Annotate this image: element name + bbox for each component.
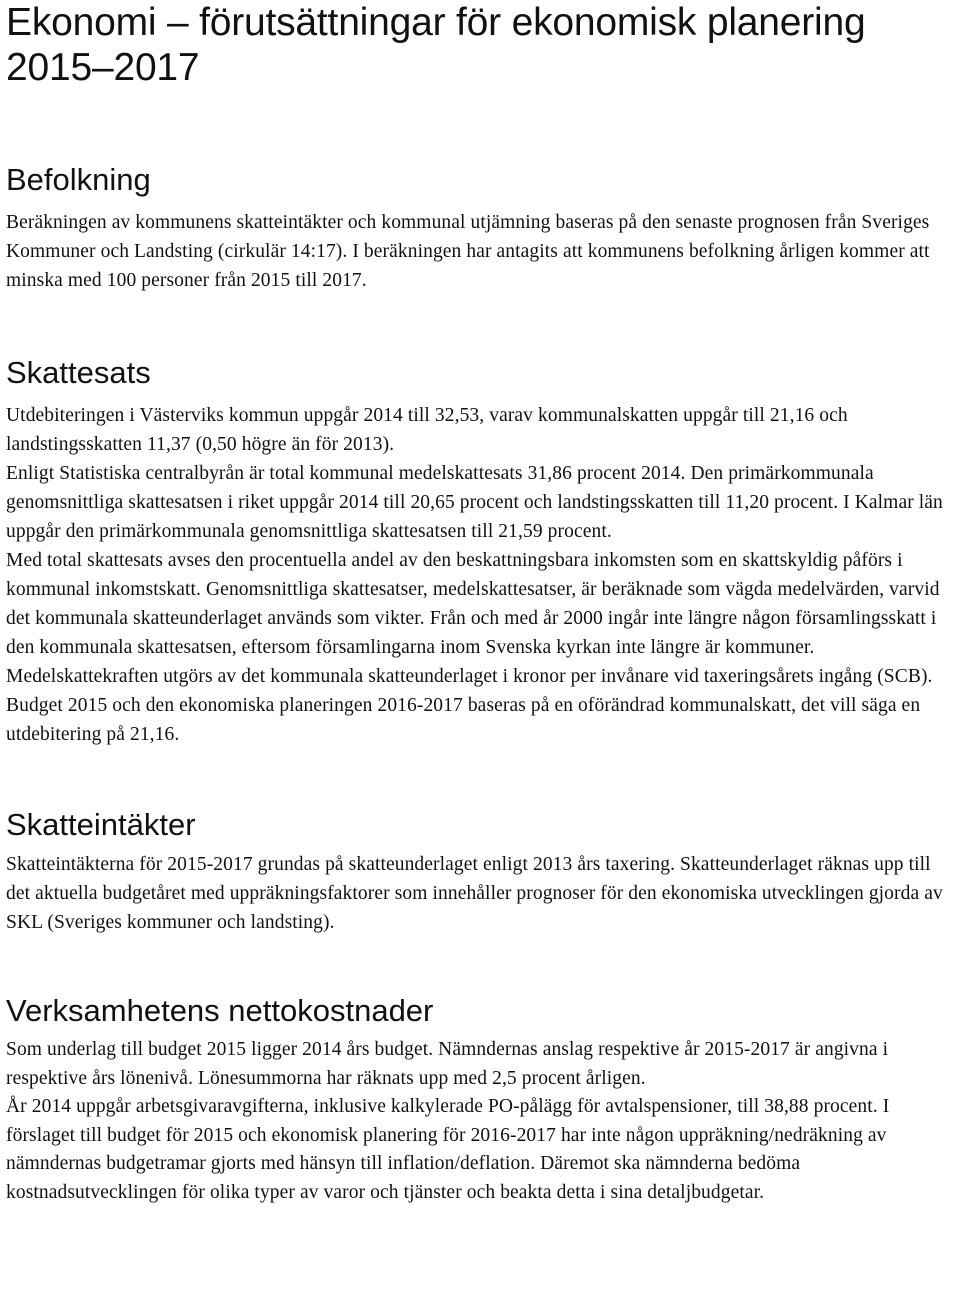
section-heading: Befolkning: [6, 162, 151, 197]
paragraph: Budget 2015 och den ekonomiska planeringen 2016-2017 baseras på en oförändrad kommunalskatt, det vill säga en utdebitering på 21,16.: [6, 695, 921, 745]
paragraph: År 2014 uppgår arbetsgivaravgifterna, inklusive kalkylerade PO-pålägg för avtalspensioner, till 38,88 procent. I förslaget till budget för 2015 och ekonomisk planering för 2016-2017 har inte någon uppräkning/nedräkning av nämndernas budgetramar gjorts med hänsyn till inflation/deflation. Däremot ska nämnderna bedöma kostnadsutvecklingen för olika typer av varor och tjänster och beakta detta i sina detaljbudgetar.: [6, 1096, 890, 1203]
section-heading: Skatteintäkter: [6, 807, 196, 842]
paragraph: Som underlag till budget 2015 ligger 2014 års budget. Nämndernas anslag respektive år 2015-2017 är angivna i respektive års lönenivå. Lönesummorna har räknats upp med 2,5 procent årligen.: [6, 1039, 889, 1089]
paragraph: Beräkningen av kommunens skatteintäkter och kommunal utjämning baseras på den senaste prognosen från Sveriges Kommuner och Landsting (cirkulär 14:17). I beräkningen har antagits att kommunens befolkning årligen kommer att minska med 100 personer från 2015 till 2017.: [6, 212, 930, 291]
section-skatteintakter: [6, 807, 954, 937]
section-heading: Skattesats: [6, 355, 151, 390]
section-skattesats: [6, 355, 954, 749]
paragraph: Med total skattesats avses den procentuella andel av den beskattningsbara inkomsten som en skattskyldig påförs i kommunal inkomstskatt. Genomsnittliga skattesatser, medelskattesatser, är beräknade som vägda medelvärden, varvid det kommunala skatteunderlaget används som vikter. Från och med år 2000 ingår inte längre någon församlingsskatt i den kommunala skattesatsen, eftersom församlingarna inom Svenska kyrkan inte längre är kommuner. Medelskattekraften utgörs av det kommunala skatteunderlaget i kronor per invånare vid taxeringsårets ingång (SCB).: [6, 550, 940, 687]
section-verksamhetens-nettokostnader: [6, 993, 954, 1207]
section-befolkning: [6, 162, 954, 295]
paragraph: Enligt Statistiska centralbyrån är total kommunal medelskattesats 31,86 procent 2014. Den primärkommunala genomsnittliga skattesatsen i riket uppgår 2014 till 20,65 procent och landstingsskatten till 11,20 procent. I Kalmar län uppgår den primärkommunala genomsnittliga skattesatsen till 21,59 procent.: [6, 463, 943, 542]
paragraph: Skatteintäkterna för 2015-2017 grundas på skatteunderlaget enligt 2013 års taxering. Skatteunderlaget räknas upp till det aktuella budgetåret med uppräkningsfaktorer som innehåller prognoser för den ekonomiska utvecklingen gjorda av SKL (Sveriges kommuner och landsting).: [6, 854, 943, 933]
document-page: [6, 0, 954, 1207]
page-title: Ekonomi – förutsättningar för ekonomisk planering 2015–2017: [6, 1, 866, 89]
section-heading: Verksamhetens nettokostnader: [6, 993, 434, 1028]
paragraph: Utdebiteringen i Västerviks kommun uppgår 2014 till 32,53, varav kommunalskatten uppgår till 21,16 och landstingsskatten 11,37 (0,50 högre än för 2013).: [6, 405, 848, 455]
